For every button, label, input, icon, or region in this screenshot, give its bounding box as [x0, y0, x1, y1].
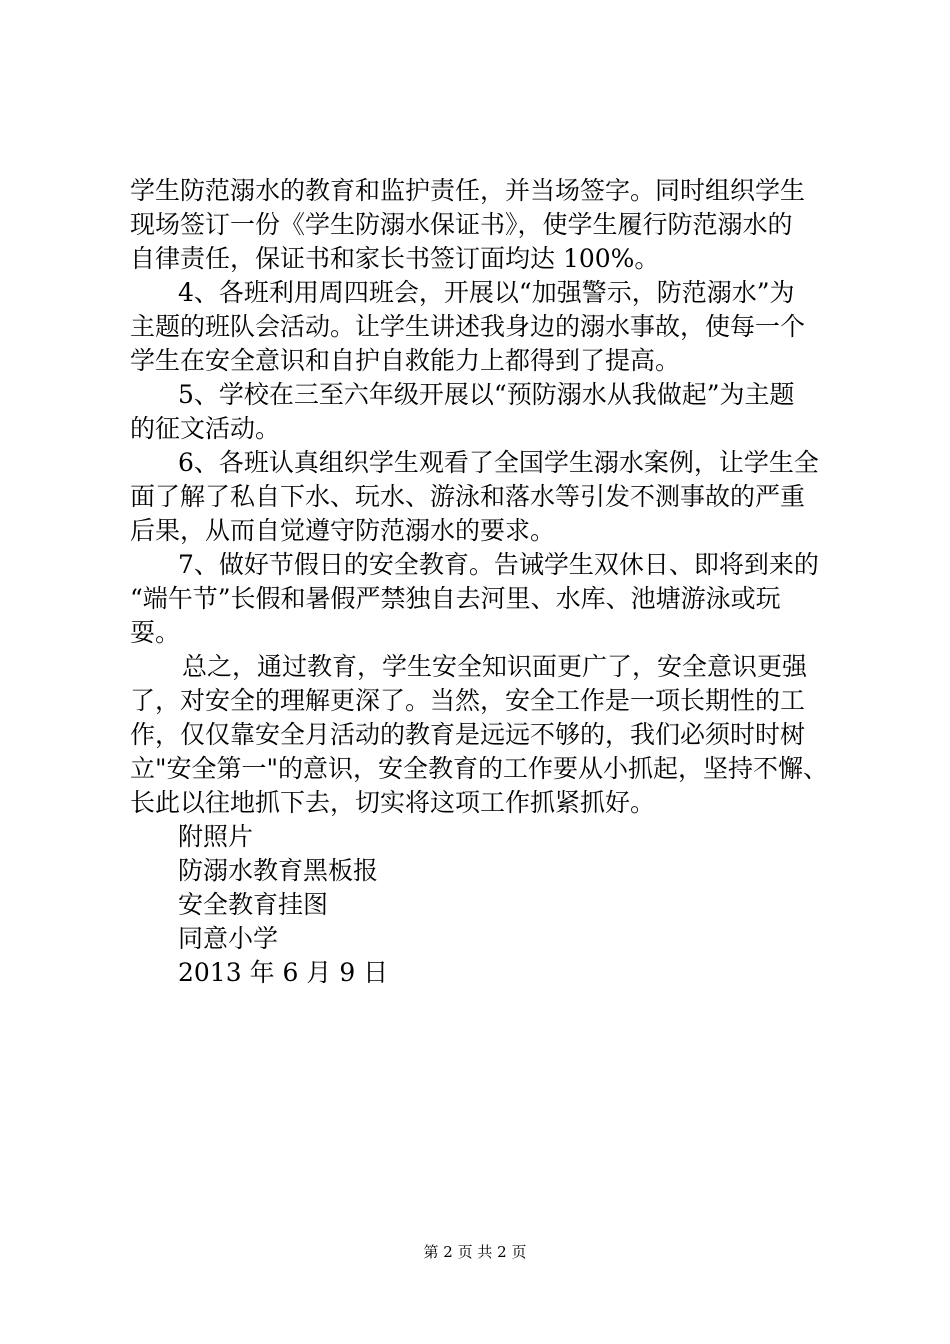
paragraph-line: 学生防范溺水的教育和监护责任，并当场签字。同时组织学生: [130, 176, 806, 205]
page-footer: 第 2 页 共 2 页: [423, 1243, 527, 1261]
attachment-heading: 附照片: [178, 822, 254, 851]
paragraph-line: 4、各班利用周四班会，开展以“加强警示，防范溺水”为: [178, 278, 795, 307]
paragraph-line: 主题的班队会活动。让学生讲述我身边的溺水事故，使每一个: [130, 312, 806, 341]
signature-school: 同意小学: [178, 924, 279, 953]
paragraph-line: 作，仅仅靠安全月活动的教育是远远不够的，我们必须时时树: [130, 720, 806, 749]
paragraph-line: 了，对安全的理解更深了。当然，安全工作是一项长期性的工: [130, 686, 806, 715]
paragraph-line: 总之，通过教育，学生安全知识面更广了，安全意识更强: [182, 652, 808, 681]
signature-date: 2013 年 6 月 9 日: [178, 958, 389, 987]
paragraph-line: 6、各班认真组织学生观看了全国学生溺水案例，让学生全: [178, 448, 819, 477]
attachment-item: 安全教育挂图: [178, 890, 329, 919]
paragraph-line: 自律责任，保证书和家长书签订面均达 100%。: [130, 244, 660, 273]
paragraph-line: 长此以往地抓下去，切实将这项工作抓紧抓好。: [130, 788, 656, 817]
paragraph-line: 7、做好节假日的安全教育。告诫学生双休日、即将到来的: [178, 550, 819, 579]
paragraph-line: 面了解了私自下水、玩水、游泳和落水等引发不测事故的严重: [130, 482, 806, 511]
paragraph-line: 5、学校在三至六年级开展以“预防溺水从我做起”为主题: [178, 380, 795, 409]
paragraph-line: 学生在安全意识和自护自救能力上都得到了提高。: [130, 346, 681, 375]
paragraph-line: “端午节”长假和暑假严禁独自去河里、水库、池塘游泳或玩: [130, 584, 781, 613]
paragraph-line: 立"安全第一"的意识，安全教育的工作要从小抓起，坚持不懈、: [130, 754, 829, 783]
attachment-item: 防溺水教育黑板报: [178, 856, 379, 885]
paragraph-line: 现场签订一份《学生防溺水保证书》，使学生履行防范溺水的: [130, 210, 793, 239]
paragraph-line: 后果，从而自觉遵守防范溺水的要求。: [130, 516, 556, 545]
paragraph-line: 耍。: [130, 618, 181, 647]
paragraph-line: 的征文活动。: [130, 414, 281, 443]
